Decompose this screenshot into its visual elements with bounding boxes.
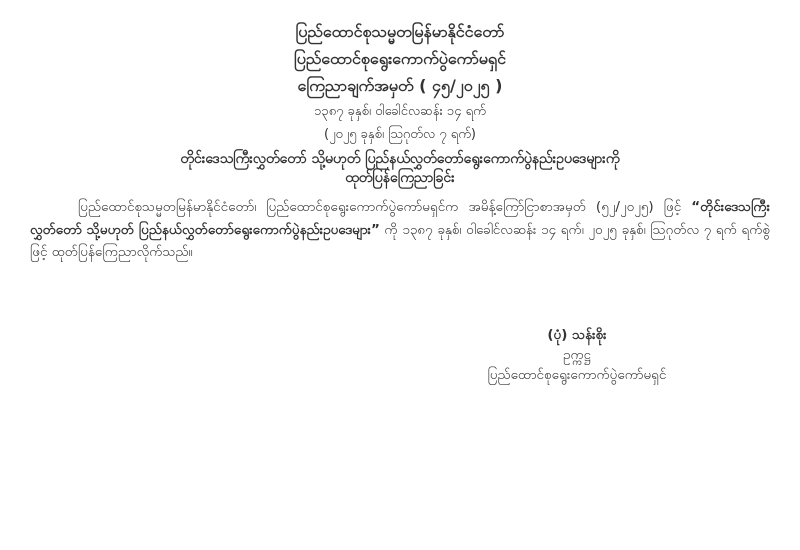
subject-heading — [0, 150, 800, 188]
signature-organization: ပြည်ထောင်စုရွေးကောက်ပွဲကော်မရှင် — [487, 367, 667, 383]
document-header — [0, 0, 800, 188]
commission-name: ပြည်ထောင်စုရွေးကောက်ပွဲကော်မရှင် — [294, 49, 506, 68]
date-myanmar-calendar: ၁၃၈၇ ခုနှစ်၊ ဝါခေါင်လဆန်း ၁၄ ရက် — [314, 104, 486, 119]
body-text-quoted-law-title: “တိုင်းဒေသကြီးလွှတ်တော် သို့မဟုတ် ပြည်နယ်လွှတ်တော်ရွေးကောက်ပွဲနည်းဥပဒေများ” — [30, 199, 770, 238]
state-title: ပြည်ထောင်စုသမ္မတမြန်မာနိုင်ငံတော် — [295, 22, 505, 41]
announcement-number: ကြေညာချက်အမှတ် ( ၄၅/၂၀၂၅ ) — [297, 76, 503, 95]
date-gregorian: (၂၀၂၅ ခုနှစ်၊ ဩဂုတ်လ ၇ ရက်) — [324, 127, 476, 142]
body-text-part3: ကို ၁၃၈၇ ခုနှစ်၊ ဝါခေါင်လဆန်း ၁၄ ရက်၊ ၂၀၂၅ ခုနှစ်၊ ဩဂုတ်လ ၇ ရက် ရက်စွဲဖြင့် ထုတ်ပြန်ကြေညာလိုက်သည်။ — [30, 221, 770, 260]
body-paragraph — [30, 196, 770, 264]
subject-heading-line1: တိုင်းဒေသကြီးလွှတ်တော် သို့မဟုတ် ပြည်နယ်လွှတ်တော်ရွေးကောက်ပွဲနည်းဥပဒေများကို — [180, 151, 620, 167]
date-block — [0, 100, 800, 146]
signature-title: ဥက္ကဋ္ဌ — [562, 347, 592, 363]
signature-block — [417, 326, 737, 385]
body-text-part1: ပြည်ထောင်စုသမ္မတမြန်မာနိုင်ငံတော်၊ ပြည်ထောင်စုရွေးကောက်ပွဲကော်မရှင်က အမိန့်ကြော်ငြာစာအမှတ် (၅၂/၂၀၂၅) ဖြင့် — [78, 199, 692, 215]
signature-name: (ပုံ) သန်းစိုး — [547, 327, 607, 343]
subject-heading-line2: ထုတ်ပြန်ကြေညာခြင်း — [345, 170, 455, 186]
